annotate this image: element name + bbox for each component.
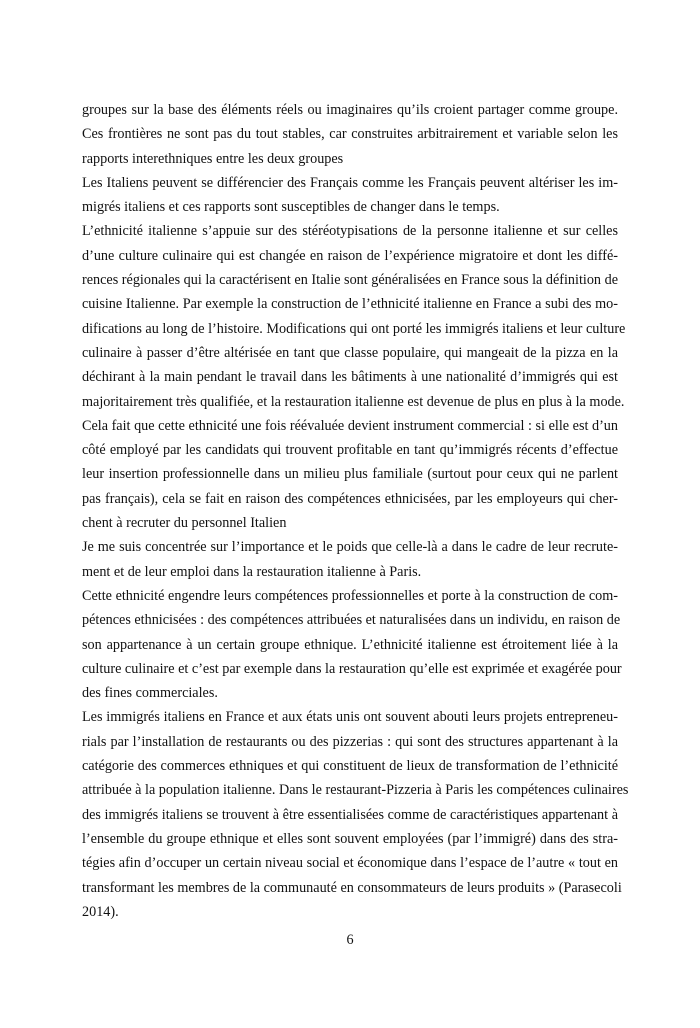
text-line: Les immigrés italiens en France et aux états unis ont souvent abouti leurs projets entrepreneu- — [82, 709, 618, 726]
text-line: catégorie des commerces ethniques et qui constituent de lieux de transformation de l’ethnicité — [82, 758, 618, 775]
text-line: côté employé par les candidats qui trouvent profitable en tant qu’immigrés récents d’effectue — [82, 442, 618, 459]
text-line: Cette ethnicité engendre leurs compétences professionnelles et porte à la construction de com- — [82, 587, 618, 604]
page-number: 6 — [346, 932, 354, 948]
text-line: rapports interethniques entre les deux groupes — [82, 150, 344, 167]
text-line: pas français), cela se fait en raison des compétences ethnicisées, par les employeurs qui cher- — [82, 490, 618, 507]
text-line: groupes sur la base des éléments réels ou imaginaires qu’ils croient partager comme groupe. — [82, 102, 618, 118]
text-line: difications au long de l’histoire. Modifications qui ont porté les immigrés italiens et leur culture — [82, 320, 626, 337]
text-line: 2014). — [82, 903, 119, 920]
text-line: Les Italiens peuvent se différencier des Français comme les Français peuvent altériser les im- — [82, 174, 618, 191]
body-text — [82, 98, 629, 924]
text-line: pétences ethnicisées : des compétences attribuées et naturalisées dans un individu, en raison de — [82, 612, 621, 629]
text-line: l’ensemble du groupe ethnique et elles sont souvent employées (par l’immigré) dans des stra- — [82, 830, 618, 847]
text-line: culinaire à passer d’être altérisée en tant que classe populaire, qui mangeait de la pizza en la — [82, 344, 618, 361]
text-line: son appartenance à un certain groupe ethnique. L’ethnicité italienne est étroitement liée à la — [82, 636, 618, 653]
text-line: d’une culture culinaire qui est changée en raison de l’expérience migratoire et dont les diffé- — [82, 247, 618, 264]
text-line: culture culinaire et c’est par exemple dans la restauration qu’elle est exprimée et exagérée pour — [82, 660, 622, 677]
text-line: des fines commerciales. — [82, 685, 218, 702]
text-line: rences régionales qui la caractérisent en Italie sont généralisées en France sous la définition de — [82, 272, 618, 289]
text-line: chent à recruter du personnel Italien — [82, 515, 287, 532]
text-line: cuisine Italienne. Par exemple la construction de l’ethnicité italienne en France a subi des mo- — [82, 296, 618, 313]
text-line: ment et de leur emploi dans la restauration italienne à Paris. — [82, 563, 422, 580]
text-line: rials par l’installation de restaurants ou des pizzerias : qui sont des structures appartenant à la — [82, 733, 618, 750]
text-line: L’ethnicité italienne s’appuie sur des stéréotypisations de la personne italienne et sur celles — [82, 223, 618, 240]
text-line: Ces frontières ne sont pas du tout stables, car construites arbitrairement et variable selon les — [82, 126, 618, 143]
text-line: leur insertion professionnelle dans un milieu plus familiale (surtout pour ceux qui ne parlent — [82, 466, 618, 483]
text-line: migrés italiens et ces rapports sont susceptibles de changer dans le temps. — [82, 199, 500, 216]
text-line: attribuée à la population italienne. Dans le restaurant-Pizzeria à Paris les compétences culinaires — [82, 782, 629, 799]
text-line: déchirant à la main pendant le travail dans les bâtiments à une nationalité d’immigrés qui est — [82, 369, 618, 386]
text-line: Cela fait que cette ethnicité une fois réévaluée devient instrument commercial : si elle est d’un — [82, 417, 618, 434]
text-line: Je me suis concentrée sur l’importance et le poids que celle-là a dans le cadre de leur recrute- — [82, 539, 618, 556]
text-line: des immigrés italiens se trouvent à être essentialisées comme de caractéristiques appartenant à — [82, 806, 618, 823]
text-line: transformant les membres de la communauté en consommateurs de leurs produits » (Parasecoli — [82, 879, 622, 896]
text-line: majoritairement très qualifiée, et la restauration italienne est devenue de plus en plus à la mode. — [82, 393, 625, 410]
text-line: tégies afin d’occuper un certain niveau social et économique dans l’espace de l’autre « tout en — [82, 855, 618, 872]
